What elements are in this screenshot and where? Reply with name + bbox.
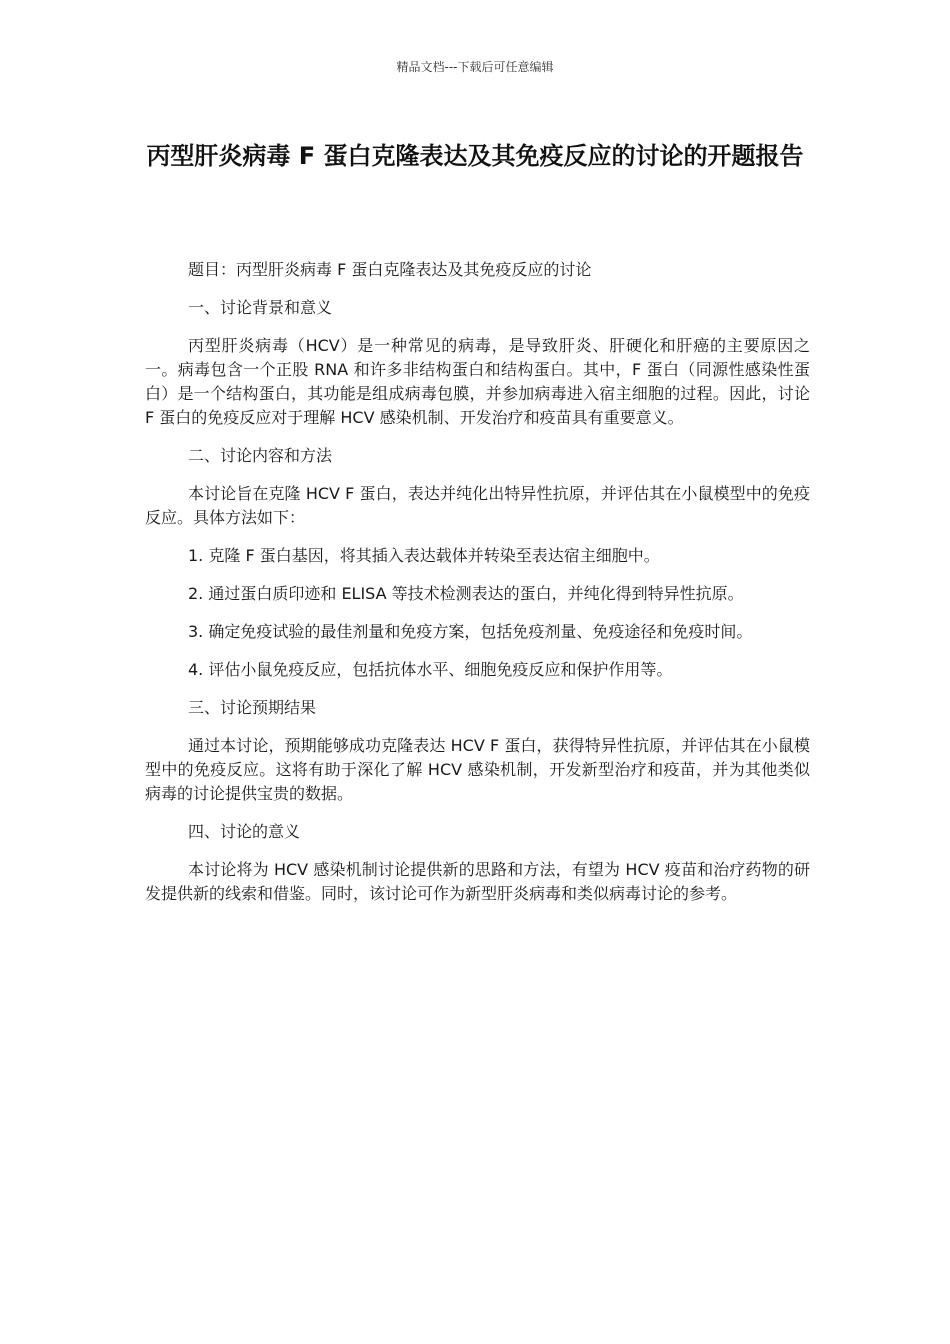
method-item-3: 3. 确定免疫试验的最佳剂量和免疫方案，包括免疫剂量、免疫途径和免疫时间。 [188,622,753,641]
paragraph-background: 丙型肝炎病毒（HCV）是一种常见的病毒，是导致肝炎、肝硬化和肝癌的主要原因之一。病毒包含一个正股 RNA 和许多非结构蛋白和结构蛋白。其中，F 蛋白（同源性感染性蛋白）是一个结构蛋白，其功能是组成病毒包膜，并参加病毒进入宿主细胞的过程。因此，讨论 F 蛋白的免疫反应对于理解 HCV 感染机制、开发治疗和疫苗具有重要意义。 [145,336,810,427]
paragraph-results: 通过本讨论，预期能够成功克隆表达 HCV F 蛋白，获得特异性抗原，并评估其在小鼠模型中的免疫反应。这将有助于深化了解 HCV 感染机制，开发新型治疗和疫苗，并为其他类似病毒的讨论提供宝贵的数据。 [145,736,810,803]
paragraph-methods-intro: 本讨论旨在克隆 HCV F 蛋白，表达并纯化出特异性抗原，并评估其在小鼠模型中的免疫反应。具体方法如下： [145,484,810,527]
document-title: 丙型肝炎病毒 F 蛋白克隆表达及其免疫反应的讨论的开题报告 [146,142,804,170]
title-line: 题目：丙型肝炎病毒 F 蛋白克隆表达及其免疫反应的讨论 [188,260,592,279]
section-heading-background: 一、讨论背景和意义 [188,298,333,317]
section-heading-significance: 四、讨论的意义 [188,822,301,841]
method-item-2: 2. 通过蛋白质印迹和 ELISA 等技术检测表达的蛋白，并纯化得到特异性抗原。 [188,584,744,603]
section-heading-results: 三、讨论预期结果 [188,698,317,717]
method-item-1: 1. 克隆 F 蛋白基因，将其插入表达载体并转染至表达宿主细胞中。 [188,546,660,565]
section-heading-methods: 二、讨论内容和方法 [188,446,333,465]
document-body [145,258,810,920]
paragraph-significance: 本讨论将为 HCV 感染机制讨论提供新的思路和方法，有望为 HCV 疫苗和治疗药物的研发提供新的线索和借鉴。同时，该讨论可作为新型肝炎病毒和类似病毒讨论的参考。 [145,860,810,903]
method-item-4: 4. 评估小鼠免疫反应，包括抗体水平、细胞免疫反应和保护作用等。 [188,660,673,679]
header-note: 精品文档---下载后可任意编辑 [396,60,554,74]
